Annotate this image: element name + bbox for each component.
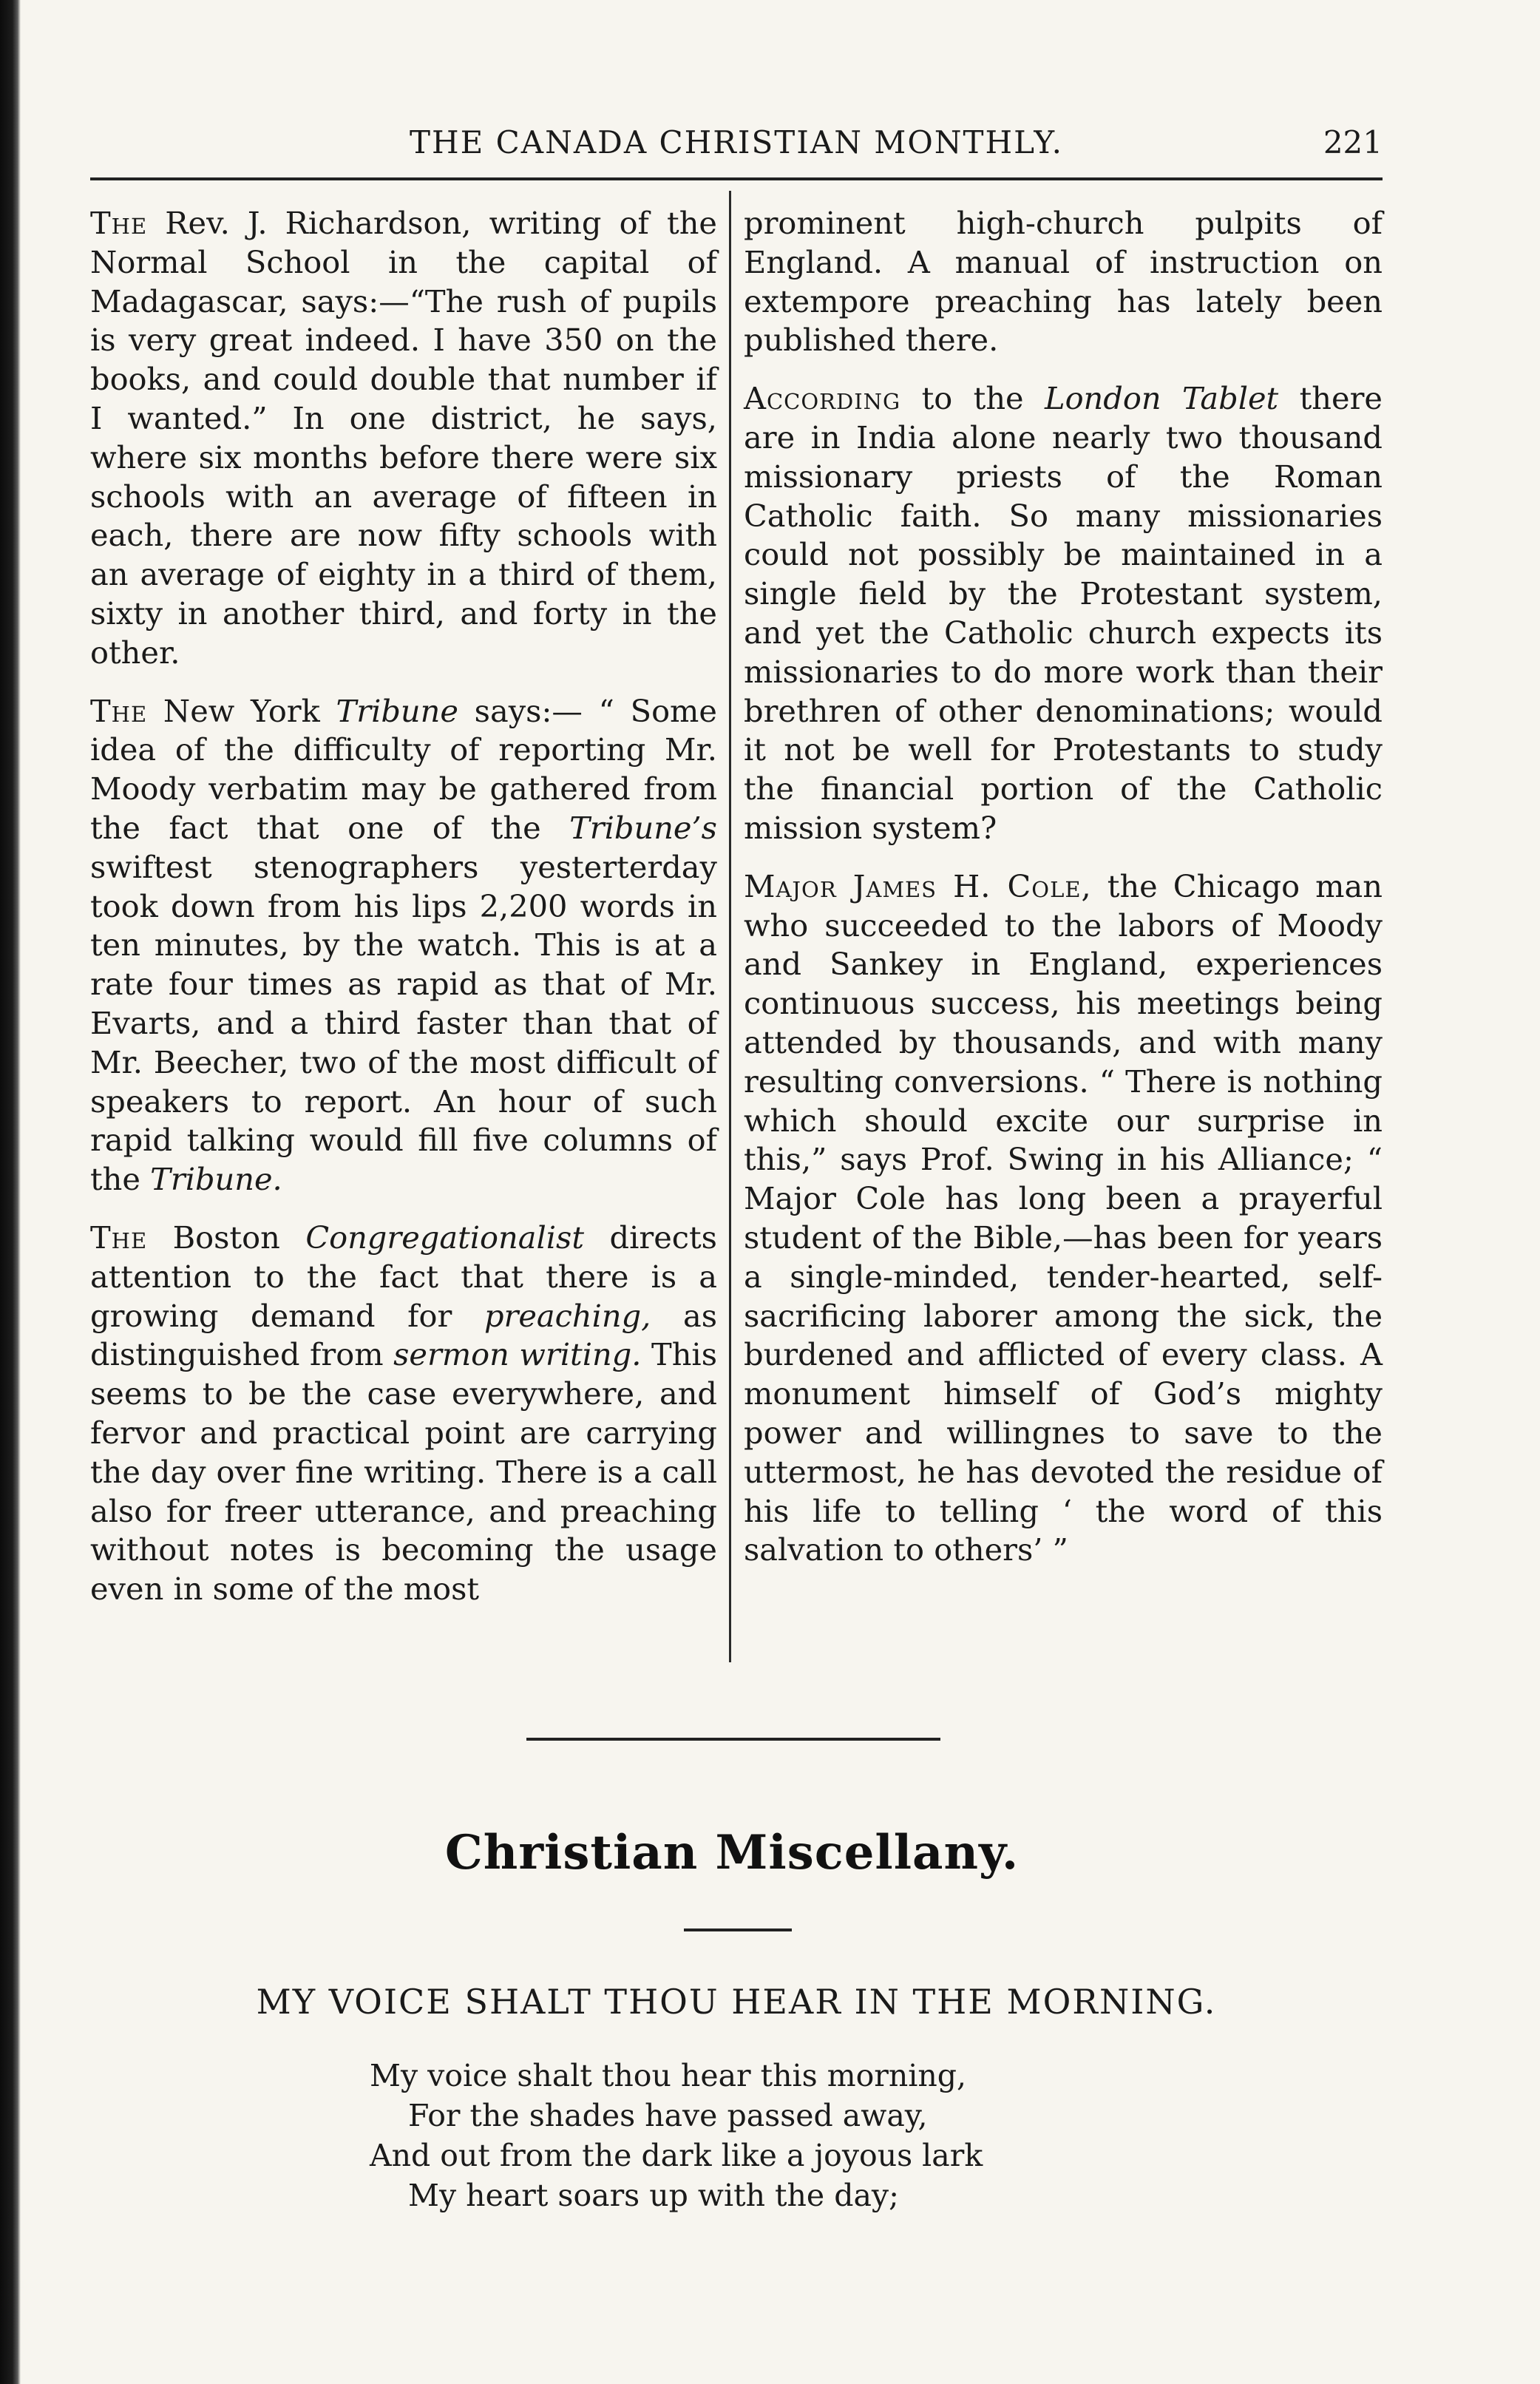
paragraph-lead: According [744, 380, 901, 417]
poem-line: My voice shalt thou hear this morning, [370, 2058, 967, 2093]
paragraph-lead: Major James H. Cole, [744, 867, 1092, 904]
paragraph-text: Rev. J. Richardson, writing of the Normal School in the capital of Madagascar, says:—“The rush of pupils is very great indeed. I have 350 on the books, and could double that number if I wanted.” In one district, he says, where six months before there were six schools with an average of fifteen in each, there are now fifty schools with an average of eighty in a third of them, sixty in another third, and forty in the other. [90, 205, 717, 671]
emphasis-text: sermon writing. [393, 1336, 642, 1373]
header-rule [90, 177, 1383, 180]
emphasis-text: preaching, [484, 1297, 651, 1334]
publication-name: London Tablet [1045, 380, 1279, 417]
paragraph-text: swiftest stenographers yesterterday took down from his lips 2,200 words in ten minutes, by the watch. This is at a rate four times as rapid as that of Mr. Evarts, and a third faster than that of Mr. Beecher, two of the most difficult of speakers to report. An hour of such rapid talking would fill five columns of the [90, 848, 717, 1198]
page-binding-edge [0, 0, 21, 2384]
paragraph-text: This seems to be the case everywhere, and fervor and practical point are carrying the day over fine writing. There is a call also for freer utterance, and preaching without notes is becoming the usage even in some of the most [90, 1336, 717, 1608]
poem-line: My heart soars up with the day; [408, 2178, 899, 2213]
running-title: THE CANADA CHRISTIAN MONTHLY. [409, 124, 1064, 160]
paragraph-text: as distinguished from [90, 1297, 718, 1373]
column-divider [729, 191, 731, 1662]
heading-underline-rule [684, 1928, 792, 1931]
paragraph-text: there are in India alone nearly two thousand missionary priests of the Roman Catholic faith. So many missionaries could not possibly be maintained in a single field by the Protestant system, and yet the Catholic church expects its missionaries to do more work than their brethren of other denominations; would it not be well for Protestants to study the financial portion of the Catholic mission system? [744, 380, 1383, 846]
publication-name: Congregationalist [305, 1219, 585, 1256]
right-column [744, 204, 1383, 1589]
paragraph-text: New York [163, 692, 320, 729]
poem [370, 2056, 1109, 2215]
paragraph-tribune [90, 692, 717, 1199]
paragraph-text: Boston [172, 1219, 280, 1256]
page-number: 221 [1323, 124, 1383, 160]
section-heading: Christian Miscellany. [444, 1825, 1020, 1880]
page-header [90, 124, 1383, 166]
poem-title: MY VOICE SHALT THOU HEAR IN THE MORNING. [256, 1982, 1217, 2022]
publication-name: Tribune’s [569, 809, 717, 846]
paragraph-major-cole [744, 867, 1383, 1570]
poem-line: And out from the dark like a joyous lark [370, 2138, 983, 2173]
paragraph-text: the Chicago man who succeeded to the labors of Moody and Sankey in England, experiences continuous success, his meetings being attended by thousands, and with many resulting conversions. “ There is nothing which should excite our surprise in this,” says Prof. Swing in his Alliance; “ Major Cole has long been a prayerful student of the Bible,—has been for years a single-minded, tender-hearted, self-sacrificing laborer among the sick, the burdened and afflicted of every class. A monument himself of God’s mighty power and willingnes to save to the uttermost, he has devoted the residue of his life to telling ‘ the word of this salvation to others’ ” [744, 867, 1383, 1568]
paragraph-lead: The [90, 205, 148, 241]
paragraph-richardson [90, 204, 717, 673]
publication-name: Tribune [336, 692, 458, 729]
publication-name: Tribune. [150, 1161, 282, 1198]
paragraph-london-tablet [744, 379, 1383, 848]
paragraph-congregationalist [90, 1219, 717, 1609]
paragraph-continuation: prominent high-church pulpits of England. A manual of instruction on extempore preaching has lately been published there. [744, 205, 1383, 359]
paragraph-text: to the [921, 380, 1024, 417]
paragraph-text: directs attention to the fact that there is a growing demand for [90, 1219, 717, 1334]
paragraph-lead: The [90, 1219, 148, 1256]
left-column [90, 204, 717, 1628]
paragraph-text: says:— “ Some idea of the difficulty of reporting Mr. Moody verbatim may be gathered from the fact that one of the [90, 692, 717, 846]
section-divider-rule [526, 1738, 940, 1741]
paragraph-lead: The [90, 692, 148, 729]
poem-line: For the shades have passed away, [408, 2098, 928, 2133]
